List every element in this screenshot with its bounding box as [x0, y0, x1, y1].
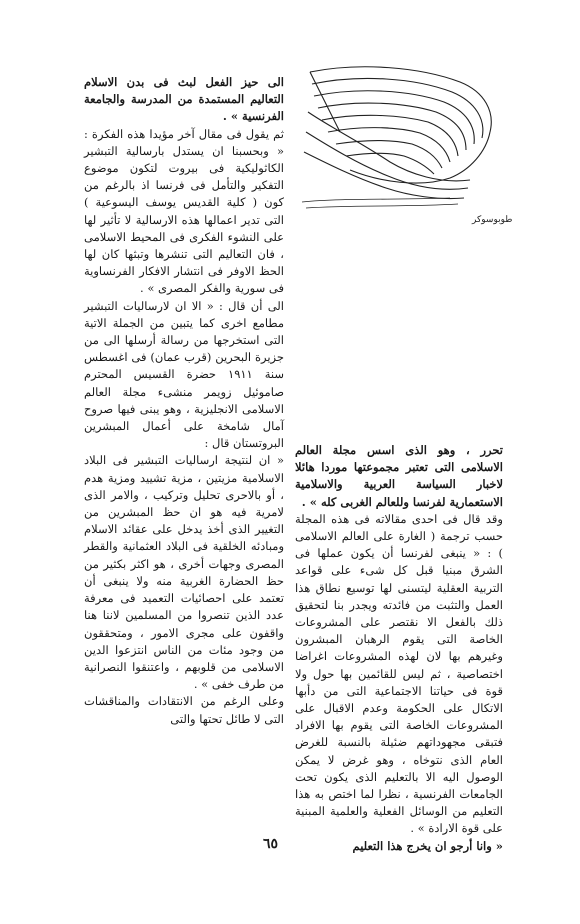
paragraph: وقد قال فى احدى مقالاته فى هذه المجلة حسب ترجمة ( الغارة على العالم الاسلامى ) : « ينبغى لفرنسا أن يكون عملها فى الشرق مبنيا قبل كل شىء على قواعد التربية العقلية ليتسنى لها توسيع نطاق هذا العمل والتثبت من فائدته ويجدر بنا لتحقيق ذلك بالفعل الا نقتصر على المشروعات الخاصة التى يقوم الرهبان المبشرون وغيرهم بها لان لهذه المشروعات اغراضا اختصاصية ، ثم ليس للقائمين بها حول ولا قوة فى حياتنا الاجتماعية التى من دأبها الاتكال على الحكومة وعدم الاقبال على المشروعات الخاصة التى يقوم بها الافراد فتبقى مجهوداتهم ضئيلة بالنسبة للغرض العام الذى نتوخاه ، وهو غرض لا يمكن الوصول اليه الا بالتعليم الذى يكون تحت الجامعات الفرنسية ، نظرا لما اختص به هذا التعليم من الوسائل الفعلية والعلمية المبنية على قوة الارادة » . [295, 511, 503, 836]
paragraph: « ان لنتيجة ارساليات التبشير فى البلاد الاسلامية مزيتين ، مزية تشييد ومزية هدم ، أو بالاحرى تحليل وتركيب ، والامر الذى لامرية فيه هو ان حظ المبشرين من التغيير الذى أخذ يدخل على عقائد الاسلام ومبادئه الخلقية فى البلاد العثمانية والقطر المصرى وجهات أخرى ، هو اكثر بكثير من حظ الحضارة الغربية منه ولا ينبغى أن تعتمد على احصائيات التعميد فى معرفة عدد الذين تنصروا من المسلمين لاننا هنا واقفون على مجرى الامور ، ومتحققون من وجود مئات من الناس انتزعوا الدين الاسلامى من قلوبهم ، واعتنقوا النصرانية من طرف خفى » . [84, 453, 284, 692]
artist-signature: طوبوسوكر [472, 215, 513, 225]
paragraph: وعلى الرغم من الانتقادات والمناقشات التى لا طائل تحتها والتى [84, 694, 284, 726]
page-number: ٦٥ [263, 836, 279, 852]
paragraph: الى حيز الفعل لبث فى بدن الاسلام التعاليم المستمدة من المدرسة والجامعة الفرنسية » . [84, 75, 284, 124]
paragraph: « وانا أرجو ان يخرج هذا التعليم [352, 838, 503, 853]
paragraph: ثم يقول فى مقال آخر مؤيدا هذه الفكرة : « وبحسبنا ان يستدل بارسالية التبشير الكاثوليكية فى بيروت لتكون موضوع التفكير والتأمل فى فرنسا اذ بالرغم من كون ( كلية القديس يوسف اليسوعية ) التى تدير اعمالها هذه الارسالية لا تأثير لها على النشوء الفكرى فى المحيط الاسلامى ، فان التعاليم التى تنشرها وتبثها كان لها الحظ الاوفر فى انتشار الافكار الفرنساوية فى سورية والفكر المصرى » . [84, 126, 284, 296]
paragraph: الى أن قال : « الا ان لارساليات التبشير مطامع اخرى كما يتبين من الجملة الاتية التى استخرجها من رسالة أرسلها الى من جزيرة البحرين (قرب عمان) فى اغسطس سنة ١٩١١ حضرة القسيس المحترم صاموئيل زويمر منشىء مجلة العالم الاسلامى الانجليزية ، وهو يبنى فيها صروح آمال شامخة على أعمال المبشرين البروتستان قال : [84, 298, 284, 451]
paragraph: تحرر ، وهو الذى اسس مجلة العالم الاسلامى التى تعتبر مجموعتها موردا هائلا لاخبار السياسة العربية والاسلامية الاستعمارية لفرنسا وللعالم الغربى كله » . [295, 443, 503, 509]
wave-illustration [300, 52, 513, 430]
right-text-column [295, 442, 503, 855]
left-text-column [84, 74, 284, 728]
